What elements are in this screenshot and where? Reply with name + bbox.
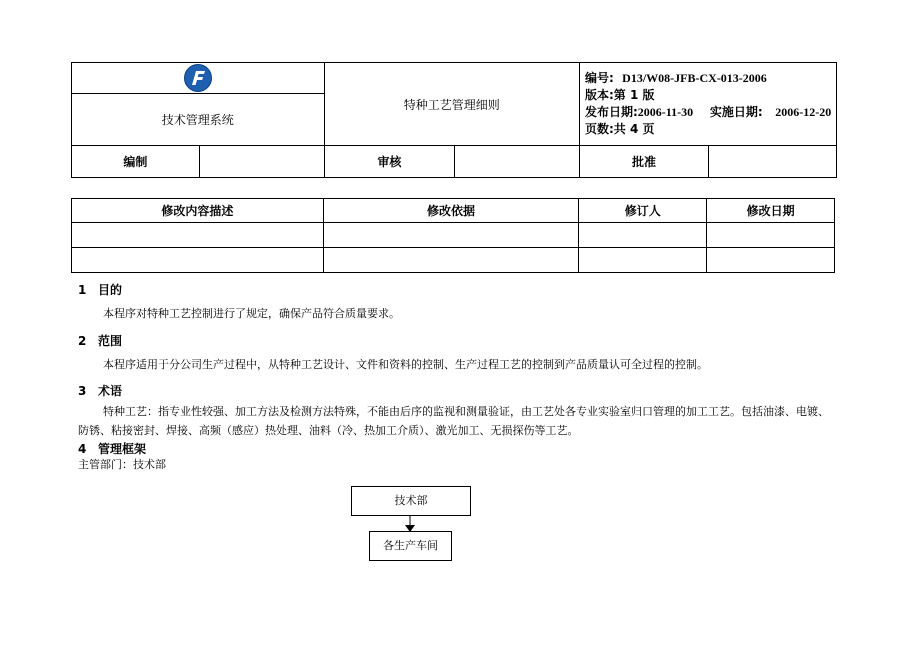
org-node-workshops: 各生产车间 [369,531,452,561]
table-row [72,223,835,248]
pages-label: 页数: [584,122,614,136]
org-node-tech-dept: 技术部 [351,486,471,516]
section-1-heading: 1 目的 [78,283,123,297]
section-3-body-line-1: 特种工艺：指专业性较强、加工方法及检测方法特殊，不能由后序的监视和测量验证，由工艺处各专业实验室归口管理的加工工艺。包括油漆、电镀、 [103,405,829,418]
approve-label: 批准 [579,146,708,178]
approve-signature-cell [708,146,836,178]
section-2-body: 本程序适用于分公司生产过程中，从特种工艺设计、文件和资料的控制、生产过程工艺的控制到产品质量认可全过程的控制。 [103,358,708,371]
revision-header-date: 修改日期 [707,199,835,223]
document-meta [579,63,836,146]
compile-label: 编制 [72,146,200,178]
company-logo-icon [183,63,213,93]
table-row [72,248,835,273]
section-4-heading: 4 管理框架 [78,442,147,456]
compile-signature-cell [199,146,324,178]
revision-header-row [72,199,835,223]
document-title: 特种工艺管理细则 [324,63,579,146]
section-1-body: 本程序对特种工艺控制进行了规定，确保产品符合质量要求。 [103,307,400,320]
review-label: 审核 [324,146,455,178]
code-value: D13/W08-JFB-CX-013-2006 [622,71,767,85]
review-signature-cell [455,146,580,178]
publish-date-label: 发布日期: [584,105,638,119]
code-label: 编号: [584,71,614,85]
section-2-heading: 2 范围 [78,334,123,348]
pages-value: 共 4 页 [613,122,655,136]
effective-date-label: 实施日期: [709,105,763,119]
revision-header-description: 修改内容描述 [72,199,324,223]
publish-date-value: 2006-11-30 [637,105,694,119]
document-header-table [71,62,837,178]
logo-cell [72,63,325,94]
system-title: 技术管理系统 [72,94,325,146]
section-4-body: 主管部门：技术部 [78,458,166,471]
effective-date-value: 2006-12-20 [775,105,832,119]
revision-header-basis: 修改依据 [323,199,579,223]
org-arrow-icon [403,515,417,532]
revision-table [71,198,835,273]
version-label: 版本: [584,88,614,102]
revision-header-reviser: 修订人 [579,199,707,223]
section-3-body-line-2: 防锈、粘接密封、焊接、高频（感应）热处理、油料（冷、热加工介质）、激光加工、无损探伤等工艺。 [78,424,579,437]
section-3-heading: 3 术语 [78,384,123,398]
version-value: 第 1 版 [613,88,655,102]
